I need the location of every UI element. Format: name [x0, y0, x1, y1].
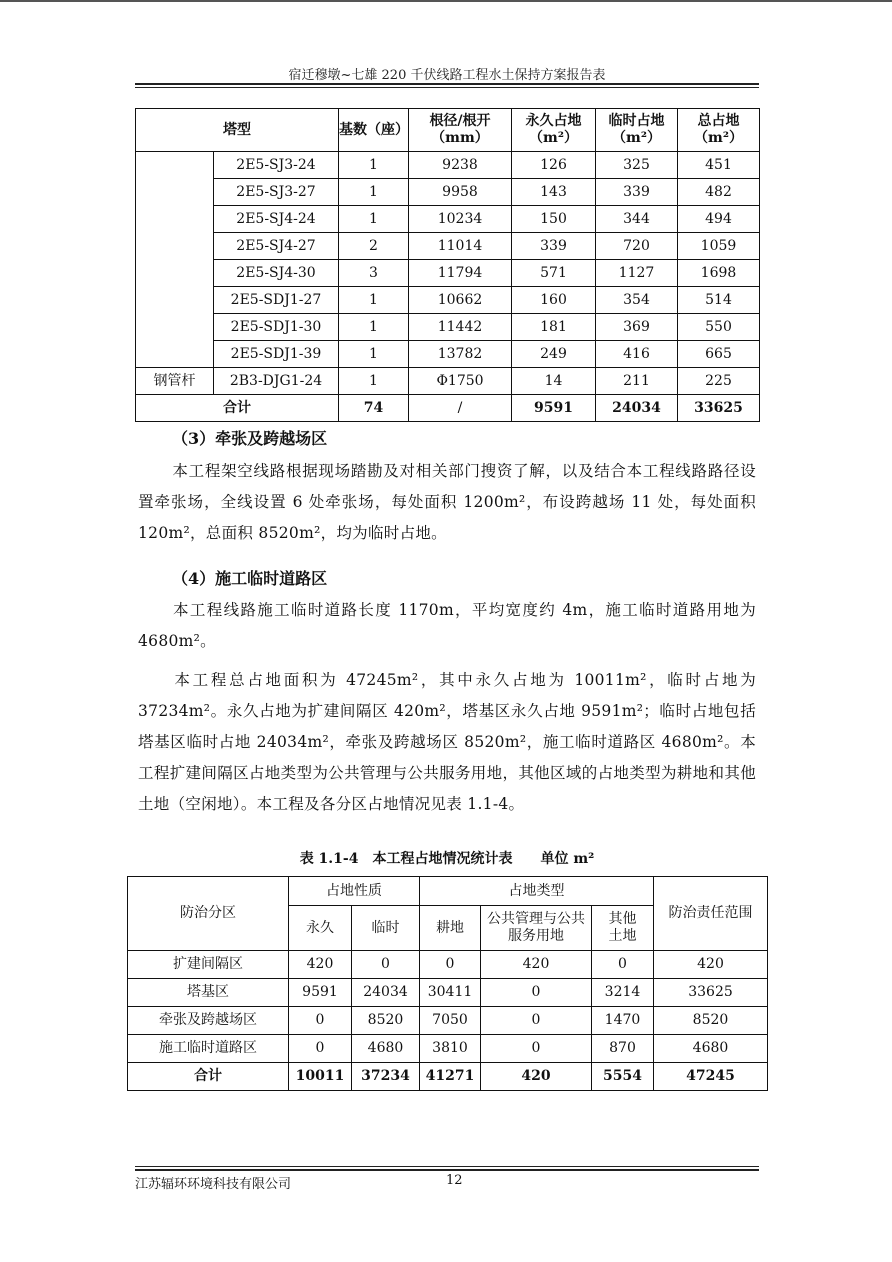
cell-other: 870 — [592, 1035, 654, 1063]
col-header-scope: 防治责任范围 — [654, 877, 768, 951]
table-row — [136, 260, 760, 287]
col-header-perm: 永久占地（m²） — [512, 109, 596, 152]
table-row — [136, 152, 760, 179]
table-header-row — [128, 877, 768, 906]
cell-temp: 369 — [596, 314, 678, 341]
cell-total: 225 — [678, 368, 760, 395]
col-header-farmland: 耕地 — [420, 906, 481, 951]
page-header-title: 宿迁穆墩~七雄 220 千伏线路工程水土保持方案报告表 — [288, 68, 606, 83]
cell-temp: 1127 — [596, 260, 678, 287]
cell-public: 0 — [481, 1007, 592, 1035]
total-perm: 10011 — [289, 1063, 352, 1091]
cell-perm: 126 — [512, 152, 596, 179]
summary-paragraph — [138, 665, 756, 820]
table-caption: 表 1.1-4 本工程占地情况统计表 单位 m² — [299, 851, 595, 867]
cell-count: 1 — [339, 314, 409, 341]
cell-root: 10234 — [409, 206, 512, 233]
col-header-perm: 永久 — [289, 906, 352, 951]
header-rule — [135, 83, 759, 85]
cell-zone: 塔基区 — [128, 979, 289, 1007]
cell-root: Φ1750 — [409, 368, 512, 395]
total-temp: 24034 — [596, 395, 678, 422]
cell-perm: 14 — [512, 368, 596, 395]
cell-scope: 8520 — [654, 1007, 768, 1035]
cell-count: 1 — [339, 179, 409, 206]
cell-model: 2B3-DJG1-24 — [214, 368, 339, 395]
cell-model: 2E5-SDJ1-39 — [214, 341, 339, 368]
footer-rule-thin — [135, 1166, 759, 1167]
col-header-public: 公共管理与公共服务用地 — [481, 906, 592, 951]
tower-land-table — [135, 108, 760, 422]
cell-public: 420 — [481, 951, 592, 979]
table-row — [136, 341, 760, 368]
header-rule-thin — [135, 87, 759, 88]
cell-perm: 339 — [512, 233, 596, 260]
cell-farmland: 7050 — [420, 1007, 481, 1035]
cell-root: 10662 — [409, 287, 512, 314]
col-header-other: 其他土地 — [592, 906, 654, 951]
cell-scope: 420 — [654, 951, 768, 979]
cell-farmland: 30411 — [420, 979, 481, 1007]
col-header-landtype: 占地类型 — [420, 877, 654, 906]
col-header-temp: 临时 — [352, 906, 420, 951]
cell-perm: 150 — [512, 206, 596, 233]
cell-model: 2E5-SJ3-24 — [214, 152, 339, 179]
cell-total: 1698 — [678, 260, 760, 287]
cell-perm: 160 — [512, 287, 596, 314]
cell-count: 1 — [339, 152, 409, 179]
cell-count: 3 — [339, 260, 409, 287]
cell-perm: 9591 — [289, 979, 352, 1007]
total-perm: 9591 — [512, 395, 596, 422]
cell-total: 550 — [678, 314, 760, 341]
cell-total: 514 — [678, 287, 760, 314]
cell-other: 3214 — [592, 979, 654, 1007]
total-zone: 合计 — [128, 1063, 289, 1091]
section-3-paragraph — [138, 456, 756, 549]
summary-text: 本工程总占地面积为 47245m²，其中永久占地为 10011m²，临时占地为 37234m²。永久占地为扩建间隔区 420m²，塔基区永久占地 9591m²；临时占地包括塔基区临时占地 24034m²，牵张及跨越场区 8520m²，施工临时道路区 4680m²。本工程扩建间隔区占地类型为公共管理与公共服务用地，其他区域的占地类型为耕地和其他土地（空闲地）。本工程及各分区占地情况见表 1.1-4。 — [138, 671, 756, 813]
total-temp: 37234 — [352, 1063, 420, 1091]
table-row — [136, 179, 760, 206]
cell-total: 665 — [678, 341, 760, 368]
section-4-title: （4）施工临时道路区 — [172, 569, 328, 588]
table-header-row — [136, 109, 760, 152]
cell-public: 0 — [481, 979, 592, 1007]
table-row — [128, 979, 768, 1007]
cell-zone: 扩建间隔区 — [128, 951, 289, 979]
section-4-text: 本工程线路施工临时道路长度 1170m，平均宽度约 4m，施工临时道路用地为 4680m²。 — [138, 601, 756, 650]
col-header-count: 基数（座） — [339, 109, 409, 152]
cell-temp: 344 — [596, 206, 678, 233]
cell-root: 9238 — [409, 152, 512, 179]
col-header-zone: 防治分区 — [128, 877, 289, 951]
cell-root: 11794 — [409, 260, 512, 287]
table-row — [128, 1035, 768, 1063]
page-top-border — [0, 0, 892, 2]
page-number: 12 — [446, 1173, 463, 1188]
cell-perm: 0 — [289, 1007, 352, 1035]
cell-other: 0 — [592, 951, 654, 979]
cell-temp: 416 — [596, 341, 678, 368]
cell-scope: 33625 — [654, 979, 768, 1007]
total-public: 420 — [481, 1063, 592, 1091]
col-header-temp: 临时占地（m²） — [596, 109, 678, 152]
cell-temp: 8520 — [352, 1007, 420, 1035]
cell-temp: 211 — [596, 368, 678, 395]
cell-count: 1 — [339, 287, 409, 314]
cell-model: 2E5-SJ4-24 — [214, 206, 339, 233]
col-header-total: 总占地（m²） — [678, 109, 760, 152]
section-4-paragraph — [138, 595, 756, 657]
cell-farmland: 3810 — [420, 1035, 481, 1063]
cell-total: 482 — [678, 179, 760, 206]
cell-model: 2E5-SJ3-27 — [214, 179, 339, 206]
cell-other: 1470 — [592, 1007, 654, 1035]
total-scope: 47245 — [654, 1063, 768, 1091]
cell-count: 2 — [339, 233, 409, 260]
table-total-row — [136, 395, 760, 422]
cell-perm: 181 — [512, 314, 596, 341]
table-row — [136, 314, 760, 341]
cell-temp: 339 — [596, 179, 678, 206]
cell-root: 13782 — [409, 341, 512, 368]
table-row — [136, 287, 760, 314]
cell-model: 2E5-SDJ1-30 — [214, 314, 339, 341]
total-farmland: 41271 — [420, 1063, 481, 1091]
table-row-steel-pole — [136, 368, 760, 395]
table-row — [128, 951, 768, 979]
cell-total: 1059 — [678, 233, 760, 260]
cell-farmland: 0 — [420, 951, 481, 979]
total-other: 5554 — [592, 1063, 654, 1091]
cell-perm: 249 — [512, 341, 596, 368]
table-row — [136, 206, 760, 233]
cell-temp: 4680 — [352, 1035, 420, 1063]
col-header-root: 根径/根开（mm） — [409, 109, 512, 152]
category-cell-empty — [136, 152, 214, 368]
total-count: 74 — [339, 395, 409, 422]
cell-count: 1 — [339, 206, 409, 233]
cell-perm: 0 — [289, 1035, 352, 1063]
cell-perm: 571 — [512, 260, 596, 287]
cell-temp: 325 — [596, 152, 678, 179]
cell-total: 494 — [678, 206, 760, 233]
land-statistics-table — [127, 876, 768, 1091]
section-3-text: 本工程架空线路根据现场踏勘及对相关部门搜资了解，以及结合本工程线路路径设置牵张场，全线设置 6 处牵张场，每处面积 1200m²，布设跨越场 11 处，每处面积 120m²，总面积 8520m²，均为临时占地。 — [138, 462, 756, 542]
table-total-row — [128, 1063, 768, 1091]
cell-perm: 143 — [512, 179, 596, 206]
cell-root: 9958 — [409, 179, 512, 206]
cell-model: 2E5-SJ4-30 — [214, 260, 339, 287]
cell-temp: 24034 — [352, 979, 420, 1007]
cell-model: 2E5-SDJ1-27 — [214, 287, 339, 314]
footer-rule — [135, 1169, 759, 1171]
cell-model: 2E5-SJ4-27 — [214, 233, 339, 260]
cell-temp: 0 — [352, 951, 420, 979]
cell-root: 11442 — [409, 314, 512, 341]
cell-zone: 牵张及跨越场区 — [128, 1007, 289, 1035]
cell-temp: 720 — [596, 233, 678, 260]
cell-perm: 420 — [289, 951, 352, 979]
col-header-nature: 占地性质 — [289, 877, 420, 906]
cell-count: 1 — [339, 341, 409, 368]
cell-total: 451 — [678, 152, 760, 179]
table-row — [136, 233, 760, 260]
total-root: / — [409, 395, 512, 422]
cell-category: 钢管杆 — [136, 368, 214, 395]
cell-scope: 4680 — [654, 1035, 768, 1063]
cell-count: 1 — [339, 368, 409, 395]
cell-zone: 施工临时道路区 — [128, 1035, 289, 1063]
table-row — [128, 1007, 768, 1035]
cell-root: 11014 — [409, 233, 512, 260]
total-total: 33625 — [678, 395, 760, 422]
cell-temp: 354 — [596, 287, 678, 314]
cell-public: 0 — [481, 1035, 592, 1063]
footer-company: 江苏辐环环境科技有限公司 — [135, 1177, 292, 1192]
col-header-type: 塔型 — [136, 109, 339, 152]
total-label: 合计 — [136, 395, 339, 422]
section-3-title: （3）牵张及跨越场区 — [172, 429, 328, 448]
